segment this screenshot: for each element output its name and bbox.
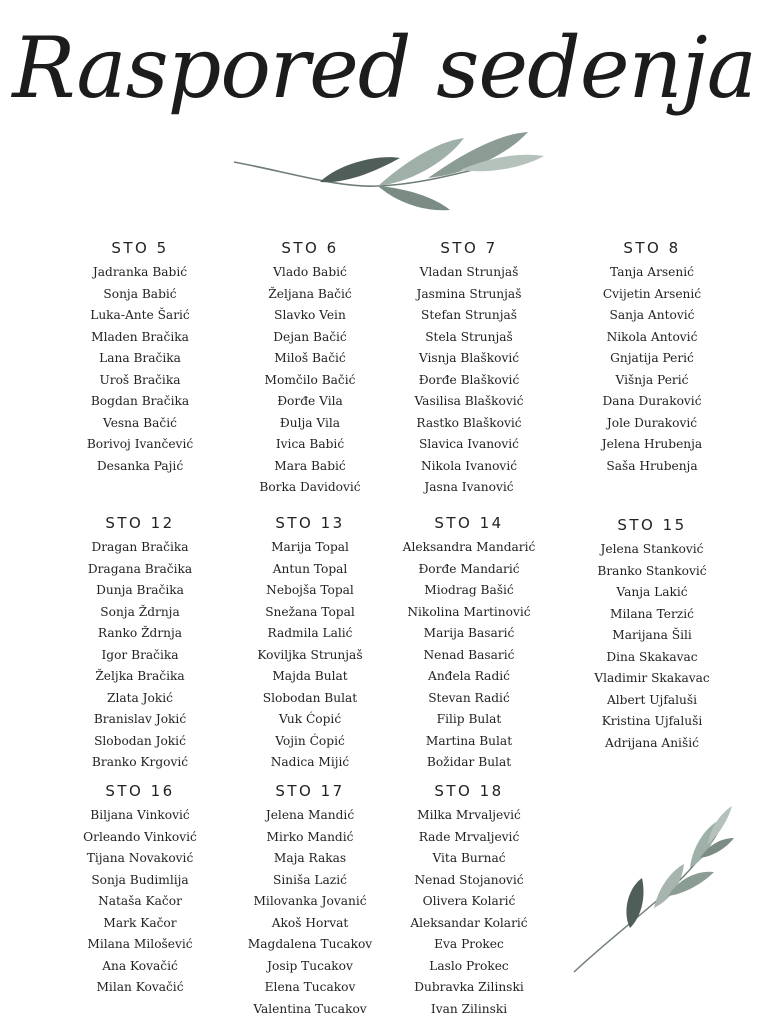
guest-name: Nebojša Topal <box>266 583 354 597</box>
guest-name: Vanja Lakić <box>616 585 688 599</box>
olive-branch-decoration <box>228 128 548 218</box>
table-title: STO 5 <box>111 239 169 257</box>
guest-name: Laslo Prokec <box>429 958 509 973</box>
page-title: Raspored sedenja <box>12 19 756 117</box>
guest-name: Zlata Jokić <box>106 690 173 705</box>
guest-name: Miodrag Bašić <box>424 583 514 597</box>
guest-name: Tijana Novaković <box>86 851 194 865</box>
guest-name: Mark Kačor <box>103 915 177 930</box>
guest-name: Đorđe Vila <box>277 394 343 408</box>
guest-name: Milan Kovačić <box>96 980 184 994</box>
guest-name: Sanja Antović <box>609 308 695 322</box>
guest-name: Jasmina Strunjaš <box>416 286 522 301</box>
guest-name: Nenad Basarić <box>423 647 515 662</box>
guest-name: Josip Tucakov <box>267 958 353 973</box>
table-title: STO 7 <box>440 239 498 257</box>
guest-name: Elena Tucakov <box>264 980 356 994</box>
guest-name: Adrijana Anišić <box>605 735 699 750</box>
table-title: STO 17 <box>275 782 345 800</box>
guest-name: Albert Ujfaluši <box>606 692 698 707</box>
guest-name: Olivera Kolarić <box>422 894 516 908</box>
guest-name: Nenad Stojanović <box>414 872 524 887</box>
guest-name: Dragan Bračika <box>91 540 189 554</box>
table-card <box>374 239 564 499</box>
guest-name: Dina Skakavac <box>606 649 698 664</box>
guest-name: Mladen Bračika <box>91 329 189 344</box>
guest-name: Borka Davidović <box>259 480 361 494</box>
guest-name: Nikola Ivanović <box>420 458 518 473</box>
guest-name: Marija Topal <box>271 540 349 554</box>
guest-name: Rade Mrvaljević <box>418 829 520 844</box>
guest-name: Marija Basarić <box>423 626 515 640</box>
guest-name: Jelena Mandić <box>265 808 355 822</box>
table-title: STO 18 <box>434 782 504 800</box>
guest-name: Milka Mrvaljević <box>417 808 521 822</box>
guest-name: Radmila Lalić <box>267 626 353 640</box>
table-card <box>45 782 235 999</box>
table-card <box>557 239 747 477</box>
guest-name: Aleksandra Mandarić <box>402 540 536 554</box>
guest-name: Milana Milošević <box>87 937 193 951</box>
guest-name: Koviljka Strunjaš <box>257 647 363 662</box>
guest-name: Nikolina Martinović <box>407 604 531 619</box>
guest-name: Valentina Tucakov <box>253 1001 367 1016</box>
guest-name: Stevan Radić <box>428 690 510 705</box>
guest-name: Tanja Arsenić <box>610 265 694 279</box>
table-card <box>45 239 235 477</box>
guest-name: Nikola Antović <box>606 329 698 344</box>
guest-name: Orleando Vinković <box>83 829 197 844</box>
guest-name: Antun Topal <box>272 561 348 576</box>
guest-name: Sonja Babić <box>103 286 177 301</box>
guest-name: Dana Duraković <box>602 394 702 408</box>
guest-name: Sonja Budimlija <box>91 872 189 887</box>
guest-name: Željana Bačić <box>268 286 352 301</box>
guest-name: Visnja Blašković <box>418 351 520 365</box>
guest-name: Ranko Ždrnja <box>97 626 183 640</box>
guest-name: Aleksandar Kolarić <box>410 915 528 930</box>
table-card <box>45 514 235 774</box>
guest-name: Vladan Strunjaš <box>419 265 519 279</box>
guest-name: Đulja Vila <box>279 415 341 430</box>
guest-name: Martina Bulat <box>425 733 513 748</box>
guest-name: Vasilisa Blašković <box>414 394 524 408</box>
guest-name: Jelena Stanković <box>600 542 704 556</box>
guest-name: Akoš Horvat <box>271 915 349 930</box>
table-title: STO 13 <box>275 514 345 532</box>
guest-name: Bogdan Bračika <box>90 394 190 408</box>
guest-name: Branislav Jokić <box>93 712 187 726</box>
guest-name: Đorđe Blašković <box>418 372 520 387</box>
guest-name: Saša Hrubenja <box>606 458 698 473</box>
guest-name: Stefan Strunjaš <box>420 308 518 322</box>
guest-name: Majda Bulat <box>272 669 348 683</box>
table-card <box>374 514 564 774</box>
guest-name: Milovanka Jovanić <box>253 894 367 908</box>
guest-name: Biljana Vinković <box>90 808 190 822</box>
guest-name: Maja Rakas <box>273 851 347 865</box>
guest-name: Milana Terzić <box>610 606 694 621</box>
guest-name: Božidar Bulat <box>426 755 512 769</box>
guest-name: Snežana Topal <box>265 604 355 619</box>
guest-name: Anđela Radić <box>428 669 510 683</box>
guest-name: Slobodan Bulat <box>262 690 358 705</box>
guest-name: Jole Duraković <box>606 415 698 430</box>
guest-name: Lana Bračika <box>99 351 181 365</box>
olive-sprig-decoration <box>568 800 738 980</box>
guest-name: Nadica Mijić <box>270 755 350 769</box>
guest-name: Vita Burnać <box>432 851 506 865</box>
guest-name: Mirko Mandić <box>266 829 354 844</box>
guest-name: Kristina Ujfaluši <box>601 714 703 728</box>
guest-name: Siniša Lazić <box>273 872 347 887</box>
guest-name: Momčilo Bačić <box>264 372 356 387</box>
guest-name: Jasna Ivanović <box>424 480 514 494</box>
guest-name: Filip Bulat <box>436 712 502 726</box>
table-title: STO 15 <box>617 516 687 534</box>
guest-name: Dejan Bačić <box>273 329 347 344</box>
guest-name: Mara Babić <box>274 458 346 473</box>
guest-name: Slobodan Jokić <box>94 733 186 748</box>
guest-name: Cvijetin Arsenić <box>602 286 702 301</box>
guest-name: Igor Bračika <box>101 647 179 662</box>
guest-name: Dubravka Zilinski <box>414 980 524 994</box>
guest-name: Đorđe Mandarić <box>418 561 520 576</box>
guest-name: Željka Bračika <box>95 669 185 683</box>
guest-name: Vuk Ćopić <box>278 712 342 726</box>
table-title: STO 12 <box>105 514 175 532</box>
guest-name: Marijana Šili <box>612 628 692 642</box>
guest-name: Jadranka Babić <box>92 265 188 279</box>
guest-name: Vojin Ćopić <box>275 733 345 748</box>
table-title: STO 8 <box>623 239 681 257</box>
guest-name: Stela Strunjaš <box>425 329 513 344</box>
table-title: STO 16 <box>105 782 175 800</box>
guest-name: Slavica Ivanović <box>418 437 520 451</box>
guest-name: Dragana Bračika <box>87 561 193 576</box>
guest-name: Ivan Zilinski <box>430 1001 508 1016</box>
guest-name: Vlado Babić <box>273 265 347 279</box>
guest-name: Rastko Blašković <box>416 415 522 430</box>
guest-name: Jelena Hrubenja <box>601 437 703 451</box>
guest-name: Magdalena Tucakov <box>247 937 373 951</box>
table-card <box>557 516 747 754</box>
guest-name: Ivica Babić <box>275 437 345 451</box>
guest-name: Dunja Bračika <box>96 583 184 597</box>
guest-name: Slavko Vein <box>274 308 346 322</box>
table-card <box>374 782 564 1020</box>
guest-name: Miloš Bačić <box>274 351 346 365</box>
guest-name: Ana Kovačić <box>102 958 178 973</box>
table-title: STO 6 <box>281 239 339 257</box>
guest-name: Vladimir Skakavac <box>594 671 710 685</box>
guest-name: Desanka Pajić <box>96 458 184 473</box>
guest-name: Vesna Bačić <box>103 415 177 430</box>
guest-name: Branko Stanković <box>597 563 707 578</box>
guest-name: Eva Prokec <box>434 937 504 951</box>
guest-name: Uroš Bračika <box>99 372 181 387</box>
table-title: STO 14 <box>434 514 504 532</box>
guest-name: Gnjatija Perić <box>610 351 694 365</box>
guest-name: Višnja Perić <box>615 372 689 387</box>
guest-name: Luka-Ante Šarić <box>90 308 190 322</box>
guest-name: Nataša Kačor <box>98 894 182 908</box>
guest-name: Sonja Ždrnja <box>100 604 180 619</box>
guest-name: Borivoj Ivančević <box>86 437 194 451</box>
guest-name: Branko Krgović <box>91 755 189 769</box>
